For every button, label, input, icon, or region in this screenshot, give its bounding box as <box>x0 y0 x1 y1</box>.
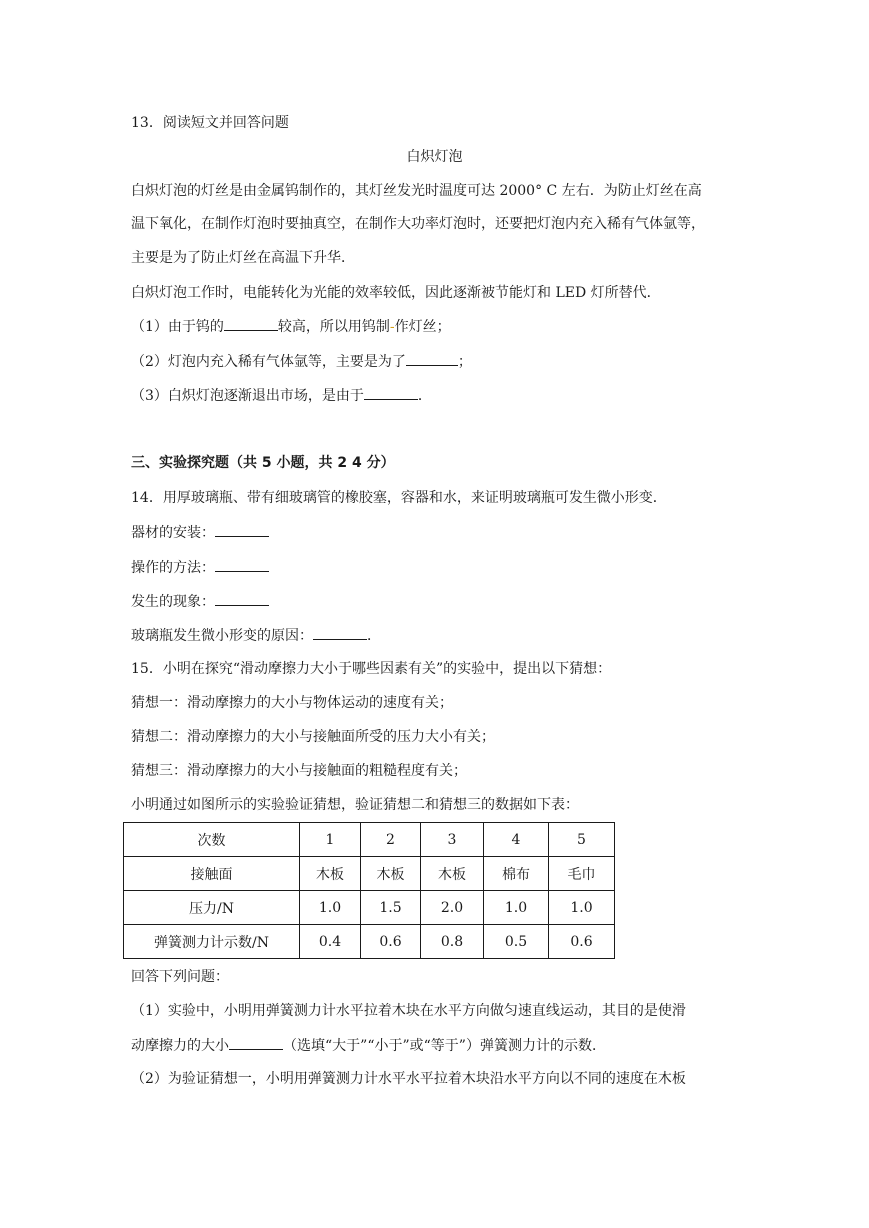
article-paragraph-1-line-2: 温下氧化，在制作灯泡时要抽真空，在制作大功率灯泡时，还要把灯泡内充入稀有气体氩等， <box>131 216 705 232</box>
q14-equipment-label: 器材的安装： <box>131 525 215 541</box>
answer-blank[interactable] <box>406 351 458 366</box>
q15-sub1-prefix: 动摩擦力的大小 <box>131 1038 229 1054</box>
table-cell: 0.6 <box>549 925 615 959</box>
table-cell: 压力/N <box>124 891 300 925</box>
article-paragraph-2: 白炽灯泡工作时，电能转化为光能的效率较低，因此逐渐被节能灯和 LED 灯所替代． <box>131 285 661 301</box>
hypothesis-3: 猜想三：滑动摩擦力的大小与接触面的粗糙程度有关； <box>131 763 467 779</box>
q15-sub2-line-1: （2）为验证猜想一，小明用弹簧测力计水平水平拉着木块沿水平方向以不同的速度在木板 <box>131 1071 686 1087</box>
table-cell: 毛巾 <box>549 857 615 891</box>
q13-sub1-prefix: （1）由于钨的 <box>131 319 224 335</box>
article-paragraph-1-line-3: 主要是为了防止灯丝在高温下升华． <box>131 250 355 266</box>
table-cell: 2 <box>361 823 421 857</box>
q14-line-2 <box>131 557 269 578</box>
hypothesis-1: 猜想一：滑动摩擦力的大小与物体运动的速度有关； <box>131 695 453 711</box>
table-cell: 0.6 <box>361 925 421 959</box>
q15-sub1-line-1: （1）实验中，小明用弹簧测力计水平拉着木块在水平方向做匀速直线运动，其目的是使滑 <box>131 1003 686 1019</box>
hypothesis-2: 猜想二：滑动摩擦力的大小与接触面所受的压力大小有关； <box>131 729 495 745</box>
table-cell: 1.0 <box>300 891 361 925</box>
table-cell: 0.5 <box>484 925 549 959</box>
question-14-stem: 14．用厚玻璃瓶、带有细玻璃管的橡胶塞，容器和水，来证明玻璃瓶可发生微小形变． <box>131 490 667 506</box>
q13-sub-question-2 <box>131 351 472 372</box>
answer-prompt: 回答下列问题： <box>131 969 229 985</box>
table-cell: 0.8 <box>421 925 484 959</box>
table-cell: 棉布 <box>484 857 549 891</box>
q15-sub1-line-2 <box>131 1035 606 1056</box>
table-cell: 1 <box>300 823 361 857</box>
q14-method-label: 操作的方法： <box>131 560 215 576</box>
table-cell: 2.0 <box>421 891 484 925</box>
table-cell: 0.4 <box>300 925 361 959</box>
stray-mark: - <box>389 319 395 335</box>
table-cell: 接触面 <box>124 857 300 891</box>
answer-blank[interactable] <box>224 316 278 331</box>
table-cell: 5 <box>549 823 615 857</box>
table-cell: 1.0 <box>484 891 549 925</box>
table-row <box>124 925 615 959</box>
q13-sub2-suffix: ； <box>457 354 472 370</box>
article-title: 白炽灯泡 <box>406 149 463 165</box>
answer-blank[interactable] <box>215 591 269 606</box>
q13-sub3-suffix: ． <box>417 388 432 404</box>
q13-sub2-prefix: （2）灯泡内充入稀有气体氩等，主要是为了 <box>131 354 406 370</box>
table-cell: 次数 <box>124 823 300 857</box>
answer-blank[interactable] <box>215 522 269 537</box>
q13-sub3-prefix: （3）白炽灯泡逐渐退出市场，是由于 <box>131 388 364 404</box>
q14-line-3 <box>131 591 269 612</box>
table-cell: 木板 <box>421 857 484 891</box>
table-cell: 1.0 <box>549 891 615 925</box>
answer-blank[interactable] <box>313 625 367 640</box>
answer-blank[interactable] <box>229 1035 283 1050</box>
q14-line-1 <box>131 522 269 543</box>
q13-sub-question-1 <box>131 316 451 337</box>
table-row <box>124 891 615 925</box>
table-row <box>124 857 615 891</box>
table-cell: 木板 <box>300 857 361 891</box>
table-cell: 弹簧测力计示数/N <box>124 925 300 959</box>
table-cell: 木板 <box>361 857 421 891</box>
table-cell: 4 <box>484 823 549 857</box>
q13-sub1-middle: 较高，所以用钨制 <box>277 319 390 335</box>
table-intro: 小明通过如图所示的实验验证猜想，验证猜想二和猜想三的数据如下表： <box>131 797 579 813</box>
table-cell: 1.5 <box>361 891 421 925</box>
q13-sub-question-3 <box>131 385 432 406</box>
section-3-heading: 三、实验探究题（共 5 小题，共 2 4 分） <box>131 455 395 471</box>
q14-reason-end: ． <box>367 628 381 644</box>
answer-blank[interactable] <box>364 385 418 400</box>
table-row <box>124 823 615 857</box>
q14-reason-label: 玻璃瓶发生微小形变的原因： <box>131 628 313 644</box>
q14-phenomenon-label: 发生的现象： <box>131 594 215 610</box>
answer-blank[interactable] <box>215 557 269 572</box>
table-cell: 3 <box>421 823 484 857</box>
data-table <box>123 822 615 959</box>
q15-sub1-suffix: （选填“大于”“小于”或“等于”）弹簧测力计的示数． <box>283 1038 606 1054</box>
question-15-stem: 15．小明在探究“滑动摩擦力大小于哪些因素有关”的实验中，提出以下猜想： <box>131 661 612 677</box>
article-paragraph-1-line-1: 白炽灯泡的灯丝是由金属钨制作的，其灯丝发光时温度可达 2000° C 左右．为防止灯丝在高 <box>131 183 702 199</box>
q13-sub1-suffix: 作灯丝； <box>394 319 451 335</box>
q14-line-4 <box>131 625 381 646</box>
question-13-title: 13．阅读短文并回答问题 <box>131 115 289 131</box>
